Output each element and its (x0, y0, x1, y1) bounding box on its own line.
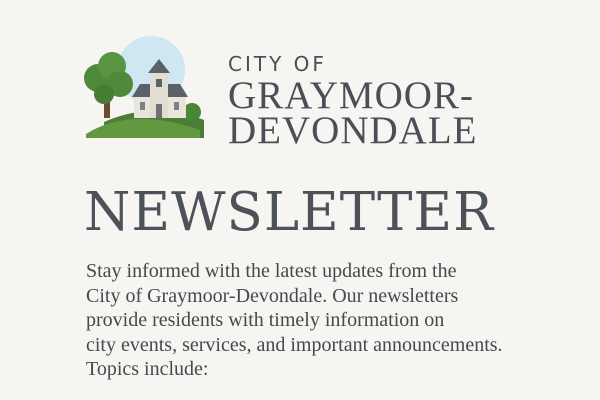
tower-window (156, 79, 162, 87)
org-title (228, 52, 478, 152)
church-window (174, 102, 179, 110)
intro-paragraph: Stay informed with the latest updates from the City of Graymoor-Devondale. Our newsletters provide residents with timely information on city events, services, and important announcements. Topics include: (86, 260, 503, 380)
org-prefix: CITY OF (228, 52, 327, 76)
page-headline: NEWSLETTER (84, 182, 495, 243)
tree-foliage (94, 84, 114, 104)
church-door (156, 104, 162, 118)
church-window (140, 102, 145, 110)
org-name: GRAYMOOR- DEVONDALE (228, 74, 478, 152)
city-logo-icon (80, 34, 208, 138)
